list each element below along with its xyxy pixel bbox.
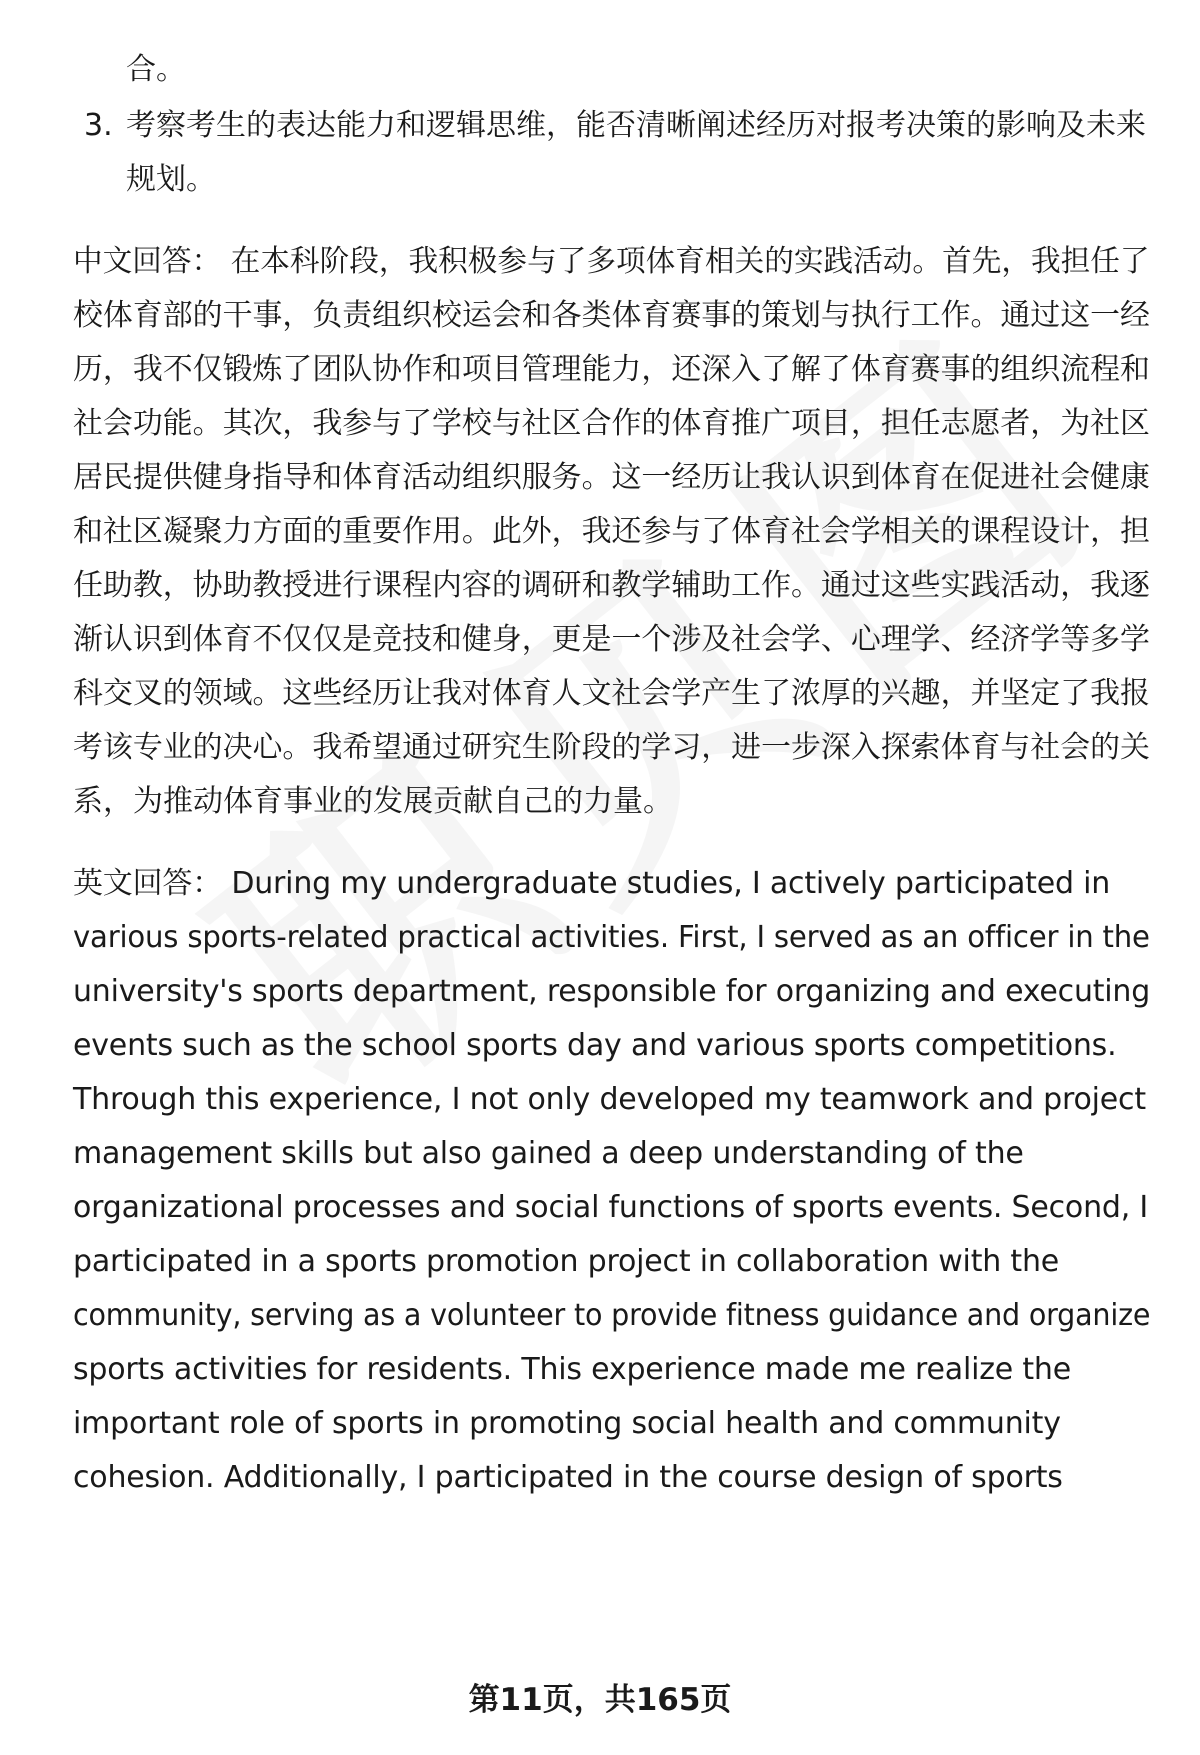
en-line-3: university's sports department, responsible for organizing and executing <box>73 974 1151 1009</box>
zh-line-11: 系，为推动体育事业的发展贡献自己的力量。 <box>73 784 673 819</box>
en-line-7: organizational processes and social functions of sports events. Second, I <box>73 1190 1149 1225</box>
zh-line-10: 考该专业的决心。我希望通过研究生阶段的学习，进一步深入探索体育与社会的关 <box>73 730 1150 765</box>
zh-line-3: 历，我不仅锻炼了团队协作和项目管理能力，还深入了解了体育赛事的组织流程和 <box>73 352 1150 387</box>
en-line-12: cohesion. Additionally, I participated in the course design of sports <box>73 1460 1063 1495</box>
en-line-5: Through this experience, I not only developed my teamwork and project <box>73 1082 1146 1117</box>
list-item-3-line-2: 规划。 <box>126 162 216 197</box>
list-item-2-end: 合。 <box>126 52 186 87</box>
en-line-4: events such as the school sports day and various sports competitions. <box>73 1028 1117 1063</box>
en-line-8: participated in a sports promotion project in collaboration with the <box>73 1244 1060 1279</box>
zh-line-2: 校体育部的干事，负责组织校运会和各类体育赛事的策划与执行工作。通过这一经 <box>73 298 1150 333</box>
list-item-3-number: 3. <box>84 108 113 143</box>
zh-line-9: 科交叉的领域。这些经历让我对体育人文社会学产生了浓厚的兴趣，并坚定了我报 <box>73 676 1150 711</box>
zh-line-7: 任助教，协助教授进行课程内容的调研和教学辅助工作。通过这些实践活动，我逐 <box>73 568 1150 603</box>
en-line-1: 英文回答： During my undergraduate studies, I actively participated in <box>73 866 1111 901</box>
zh-line-4: 社会功能。其次，我参与了学校与社区合作的体育推广项目，担任志愿者，为社区 <box>73 406 1150 441</box>
zh-line-1: 中文回答： 在本科阶段，我积极参与了多项体育相关的实践活动。首先，我担任了 <box>73 244 1150 279</box>
en-line-6: management skills but also gained a deep understanding of the <box>73 1136 1024 1171</box>
zh-line-5: 居民提供健身指导和体育活动组织服务。这一经历让我认识到体育在促进社会健康 <box>73 460 1150 495</box>
en-line-9: community, serving as a volunteer to provide fitness guidance and organize <box>73 1298 1151 1333</box>
list-item-3-line-1: 考察考生的表达能力和逻辑思维，能否清晰阐述经历对报考决策的影响及未来 <box>126 108 1146 143</box>
zh-line-6: 和社区凝聚力方面的重要作用。此外，我还参与了体育社会学相关的课程设计，担 <box>73 514 1150 549</box>
en-line-11: important role of sports in promoting social health and community <box>73 1406 1061 1441</box>
en-line-10: sports activities for residents. This experience made me realize the <box>73 1352 1072 1387</box>
zh-line-8: 渐认识到体育不仅仅是竞技和健身，更是一个涉及社会学、心理学、经济学等多学 <box>73 622 1150 657</box>
en-line-2: various sports-related practical activities. First, I served as an officer in the <box>73 920 1150 955</box>
page-number: 第11页，共165页 <box>468 1682 732 1718</box>
